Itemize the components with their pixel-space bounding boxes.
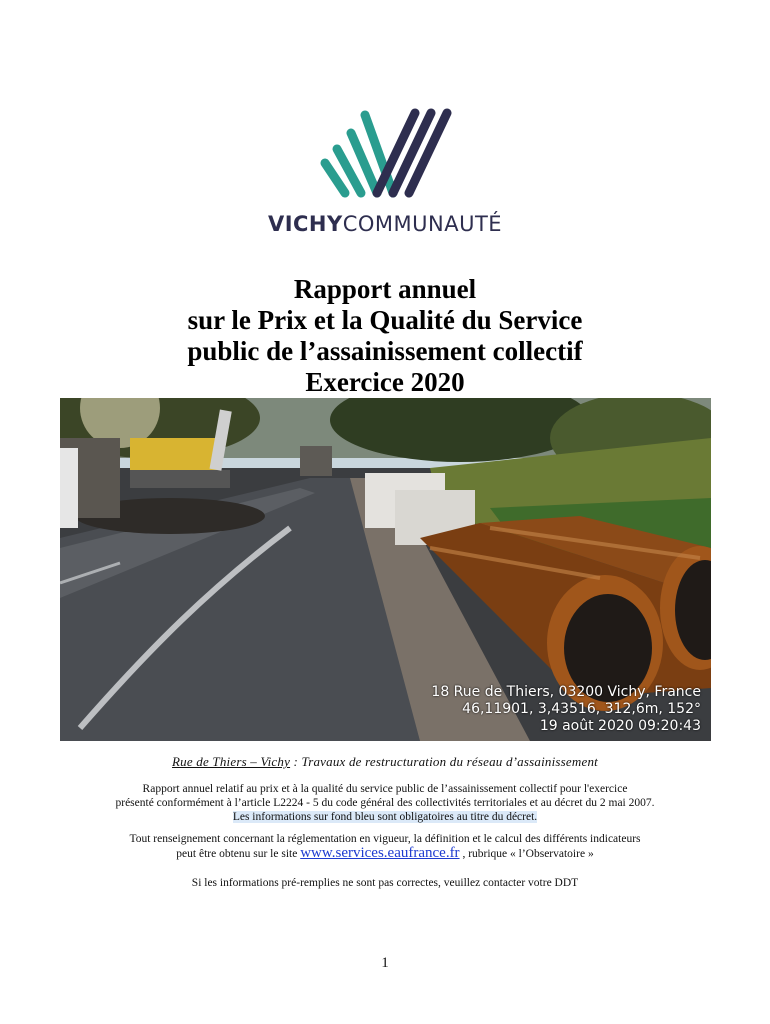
info-line-1: Tout renseignement concernant la réglementation en vigueur, la définition et le calcul des différents indicateurs	[129, 833, 641, 845]
caption-text: : Travaux de restructuration du réseau d’assainissement	[290, 754, 598, 769]
mandatory-info-note: Les informations sur fond bleu sont obligatoires au titre du décret.	[232, 811, 538, 823]
geotag-coordinates: 46,11901, 3,43516, 312,6m, 152°	[462, 701, 701, 717]
geotag-datetime: 19 août 2020 09:20:43	[539, 718, 701, 734]
photo-caption	[0, 754, 770, 770]
geotag-address: 18 Rue de Thiers, 03200 Vichy, France	[431, 684, 701, 700]
brand-name	[0, 212, 770, 236]
intro-line-2: présenté conformément à l’article L2224 - 5 du code général des collectivités territoriales et au décret du 2 mai 2007.	[115, 797, 655, 809]
title-line-4: Exercice 2020	[305, 367, 465, 397]
photo-geotag	[431, 684, 701, 735]
report-title	[0, 274, 770, 398]
title-line-2: sur le Prix et la Qualité du Service	[187, 305, 583, 335]
info-line-2	[0, 846, 770, 861]
page-number: 1	[381, 955, 389, 971]
caption-place: Rue de Thiers – Vichy	[172, 754, 291, 769]
brand-bold: VICHY	[267, 212, 343, 236]
info-line-2-after: , rubrique « l’Observatoire »	[459, 848, 594, 860]
title-line-3: public de l’assainissement collectif	[187, 336, 583, 366]
intro-paragraph	[0, 782, 770, 824]
title-line-1: Rapport annuel	[293, 274, 477, 304]
info-paragraph	[0, 832, 770, 861]
ddt-notice: Si les informations pré-remplies ne sont pas correctes, veuillez contacter votre DDT	[191, 877, 579, 889]
cover-photo	[60, 398, 711, 741]
vichy-communaute-logo-icon	[315, 105, 455, 201]
eaufrance-link[interactable]: www.services.eaufrance.fr	[300, 845, 460, 861]
logo	[0, 105, 770, 201]
brand-light: COMMUNAUTÉ	[342, 212, 503, 236]
info-line-2-before: peut être obtenu sur le site	[176, 848, 301, 860]
intro-line-1: Rapport annuel relatif au prix et à la qualité du service public de l’assainissement collectif pour l'exercice	[142, 783, 628, 795]
